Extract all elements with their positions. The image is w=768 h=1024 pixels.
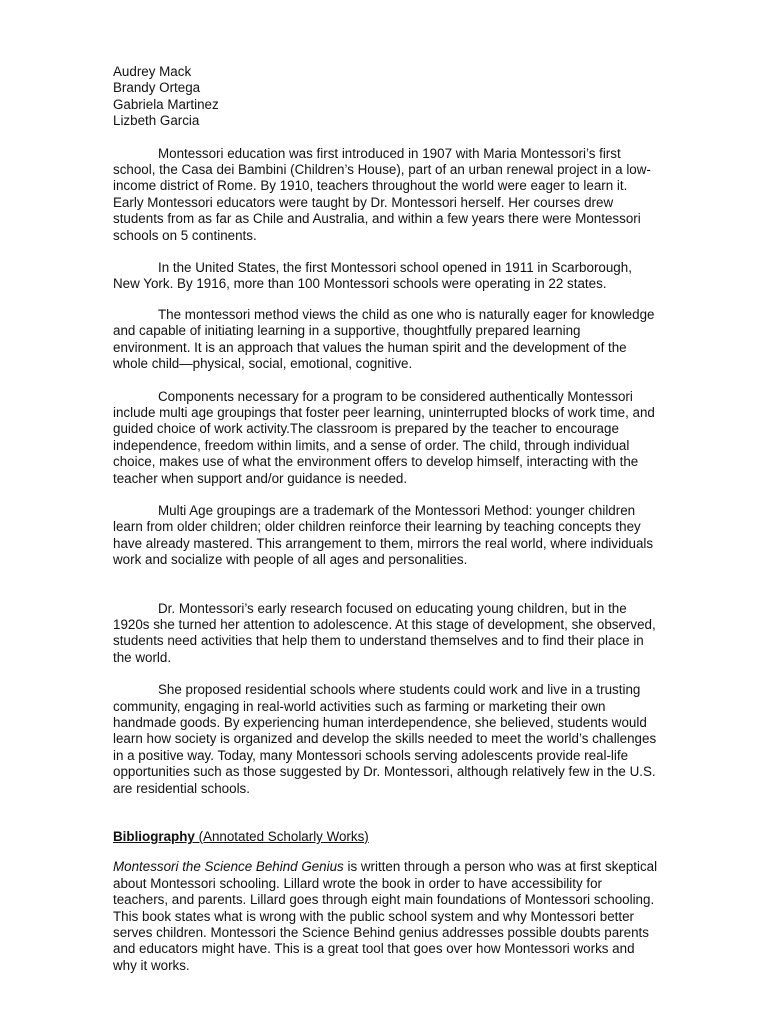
paragraph-components: Components necessary for a program to be considered authentically Montessori include multi age groupings that foster peer learning, uninterrupted blocks of work time, and guided choice of work activity.The classroom is prepared by the teacher to encourage independence, freedom within limits, and a sense of order. The child, through individual choice, makes use of what the environment offers to develop himself, interacting with the teacher when support and/or guidance is needed. [113, 388, 655, 486]
author-name: Lizbeth Garcia [113, 113, 200, 129]
paragraph-multi-age: Multi Age groupings are a trademark of the Montessori Method: younger children learn from older children; older children reinforce their learning by teaching concepts they have already mastered. This arrangement to them, mirrors the real world, where individuals work and socialize with people of all ages and personalities. [113, 502, 654, 568]
bibliography-entry-title: Montessori the Science Behind Genius [113, 859, 344, 875]
paragraph-adolescence: Dr. Montessori’s early research focused on educating young children, but in the 1920s she turned her attention to adolescence. At this stage of development, she observed, students need activities that help them to understand themselves and to find their place in the world. [113, 600, 656, 665]
bibliography-heading [113, 829, 658, 845]
bibliography-entry [113, 859, 658, 974]
paragraph-method: The montessori method views the child as one who is naturally eager for knowledge and capable of initiating learning in a supportive, thoughtfully prepared learning environment. It is an approach that values the human spirit and the development of the whole child—physical, social, emotional, cognitive. [113, 306, 655, 372]
paragraph-united-states: In the United States, the first Montessori school opened in 1911 in Scarborough, New York. By 1916, more than 100 Montessori schools were operating in 22 states. [113, 260, 632, 292]
author-name: Audrey Mack [113, 64, 192, 79]
bibliography-title: Bibliography [113, 829, 195, 845]
paragraph-residential: She proposed residential schools where students could work and live in a trusting community, engaging in real-world activities such as farming or marketing their own handmade goods. By experiencing human interdependence, she believed, students would learn how society is organized and develop the skills needed to meet the world’s challenges in a positive way. Today, many Montessori schools serving adolescents provide real-life opportunities such as those suggested by Dr. Montessori, although relatively few in the U.S. are residential schools. [113, 682, 657, 796]
author-name: Brandy Ortega [113, 80, 201, 96]
bibliography-subtitle: (Annotated Scholarly Works) [194, 829, 369, 845]
author-name: Gabriela Martinez [113, 96, 219, 112]
author-list [113, 64, 658, 130]
paragraph-history: Montessori education was first introduced in 1907 with Maria Montessori’s first school, the Casa dei Bambini (Children’s House), part of an urban renewal project in a low-income district of Rome. By 1910, teachers throughout the world were eager to learn it. Early Montessori educators were taught by Dr. Montessori herself. Her courses drew students from as far as Chile and Australia, and within a few years there were Montessori schools on 5 continents. [113, 145, 651, 243]
bibliography-entry-text: is written through a person who was at first skeptical about Montessori schooling. Lillard wrote the book in order to have accessibility for teachers, and parents. Lillard goes through eight main foundations of Montessori schooling. This book states what is wrong with the public school system and why Montessori better serves children. Montessori the Science Behind genius addresses possible doubts parents and educators might have. This is a great tool that goes over how Montessori works and why it works. [113, 859, 658, 973]
document-body [113, 64, 658, 974]
